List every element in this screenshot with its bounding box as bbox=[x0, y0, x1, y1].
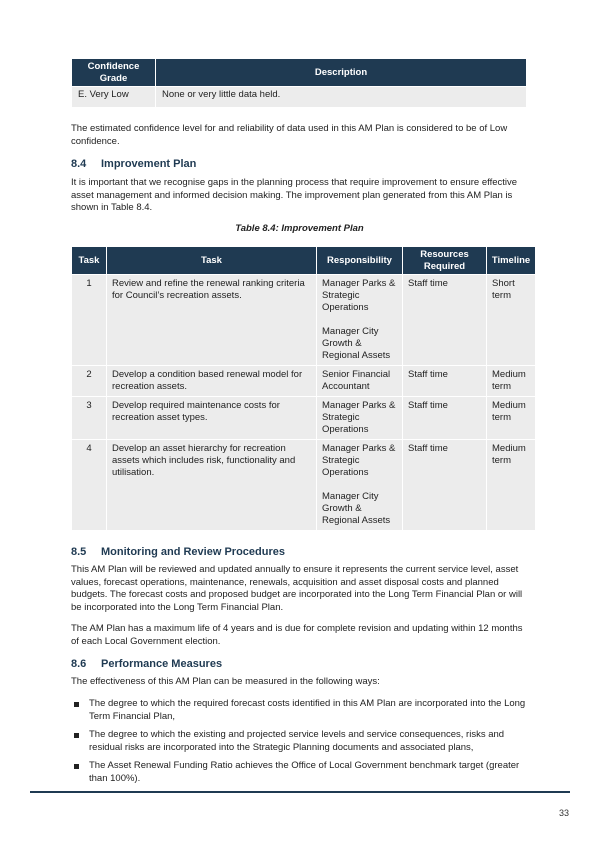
timeline-cell: Short term bbox=[487, 275, 536, 366]
list-item: The Asset Renewal Funding Ratio achieves the Office of Local Government benchmark target (greater than 100%). bbox=[71, 760, 531, 785]
monitoring-paragraph-2: The AM Plan has a maximum life of 4 years and is due for complete revision and updating within 12 months of each Local Government election. bbox=[71, 623, 523, 647]
timeline-cell: Medium term bbox=[487, 366, 536, 397]
table-row bbox=[72, 440, 536, 531]
responsibility-cell bbox=[317, 440, 403, 531]
bullet-square-icon bbox=[74, 733, 79, 738]
confidence-grade-cell: E. Very Low bbox=[72, 87, 156, 108]
responsibility-primary: Manager Parks & Strategic Operations bbox=[322, 400, 396, 435]
responsibility-primary: Manager Parks & Strategic Operations bbox=[322, 278, 396, 313]
section-title: Performance Measures bbox=[101, 658, 223, 670]
column-header-responsibility: Responsibility bbox=[317, 247, 403, 275]
task-number-cell: 3 bbox=[72, 397, 107, 440]
resources-cell: Staff time bbox=[403, 275, 487, 366]
page-number: 33 bbox=[558, 808, 569, 818]
responsibility-primary: Senior Financial Accountant bbox=[322, 369, 391, 392]
list-item: The degree to which the existing and projected service levels and service consequences, risks and residual risks are incorporated into the Strategic Planning documents and associated plans, bbox=[71, 729, 531, 754]
section-number: 8.5 bbox=[71, 546, 87, 558]
resources-cell: Staff time bbox=[403, 440, 487, 531]
task-number-cell: 1 bbox=[72, 275, 107, 366]
section-title: Improvement Plan bbox=[101, 158, 197, 170]
timeline-cell: Medium term bbox=[487, 440, 536, 531]
improvement-plan-table bbox=[71, 246, 536, 531]
description-cell: None or very little data held. bbox=[156, 87, 527, 108]
responsibility-cell bbox=[317, 366, 403, 397]
resources-cell: Staff time bbox=[403, 397, 487, 440]
table-row bbox=[72, 87, 527, 108]
performance-measures-list bbox=[71, 698, 531, 792]
table-caption: Table 8.4: Improvement Plan bbox=[235, 223, 364, 234]
column-header-description: Description bbox=[156, 59, 527, 87]
table-header-row bbox=[72, 59, 527, 87]
footer-divider bbox=[30, 791, 570, 793]
section-heading-8-4 bbox=[71, 157, 196, 171]
task-cell: Review and refine the renewal ranking criteria for Council’s recreation assets. bbox=[107, 275, 317, 366]
table-row bbox=[72, 366, 536, 397]
responsibility-secondary: Manager City Growth & Regional Assets bbox=[322, 326, 391, 361]
timeline-cell: Medium term bbox=[487, 397, 536, 440]
responsibility-cell bbox=[317, 275, 403, 366]
column-header-task: Task bbox=[107, 247, 317, 275]
monitoring-paragraph-1: This AM Plan will be reviewed and updated annually to ensure it represents the current service level, asset values, forecast operations, maintenance, renewals, acquisition and asset disposal costs and planned budgets. The forecast costs and proposed budget are incorporated into the Long Term Financial Plan or will be incorporated into the Long Term Financial Plan. bbox=[71, 564, 523, 613]
task-number-cell: 2 bbox=[72, 366, 107, 397]
column-header-resources-required: Resources Required bbox=[403, 247, 487, 275]
task-cell: Develop required maintenance costs for recreation asset types. bbox=[107, 397, 317, 440]
section-heading-8-5 bbox=[71, 545, 285, 559]
responsibility-cell bbox=[317, 397, 403, 440]
bullet-square-icon bbox=[74, 764, 79, 769]
task-cell: Develop a condition based renewal model for recreation assets. bbox=[107, 366, 317, 397]
task-cell: Develop an asset hierarchy for recreation assets which includes risk, functionality and utilisation. bbox=[107, 440, 317, 531]
responsibility-primary: Manager Parks & Strategic Operations bbox=[322, 443, 396, 478]
performance-measures-intro: The effectiveness of this AM Plan can be measured in the following ways: bbox=[71, 676, 380, 687]
confidence-statement: The estimated confidence level for and reliability of data used in this AM Plan is considered to be of Low confidence. bbox=[71, 123, 508, 147]
improvement-plan-intro: It is important that we recognise gaps in the planning process that require improvement to ensure effective asset management and informed decision making. The improvement plan generated from this AM Plan is shown in Table 8.4. bbox=[71, 177, 518, 214]
list-item: The degree to which the required forecast costs identified in this AM Plan are incorporated into the Long Term Financial Plan, bbox=[71, 698, 531, 723]
section-title: Monitoring and Review Procedures bbox=[101, 546, 285, 558]
confidence-grade-table bbox=[71, 58, 527, 108]
task-number-cell: 4 bbox=[72, 440, 107, 531]
section-heading-8-6 bbox=[71, 657, 222, 671]
column-header-task-number: Task bbox=[72, 247, 107, 275]
table-row bbox=[72, 397, 536, 440]
column-header-confidence-grade: Confidence Grade bbox=[72, 59, 156, 87]
resources-cell: Staff time bbox=[403, 366, 487, 397]
table-row bbox=[72, 275, 536, 366]
responsibility-secondary: Manager City Growth & Regional Assets bbox=[322, 491, 391, 526]
section-number: 8.4 bbox=[71, 158, 87, 170]
bullet-square-icon bbox=[74, 702, 79, 707]
column-header-timeline: Timeline bbox=[487, 247, 536, 275]
table-header-row bbox=[72, 247, 536, 275]
section-number: 8.6 bbox=[71, 658, 87, 670]
